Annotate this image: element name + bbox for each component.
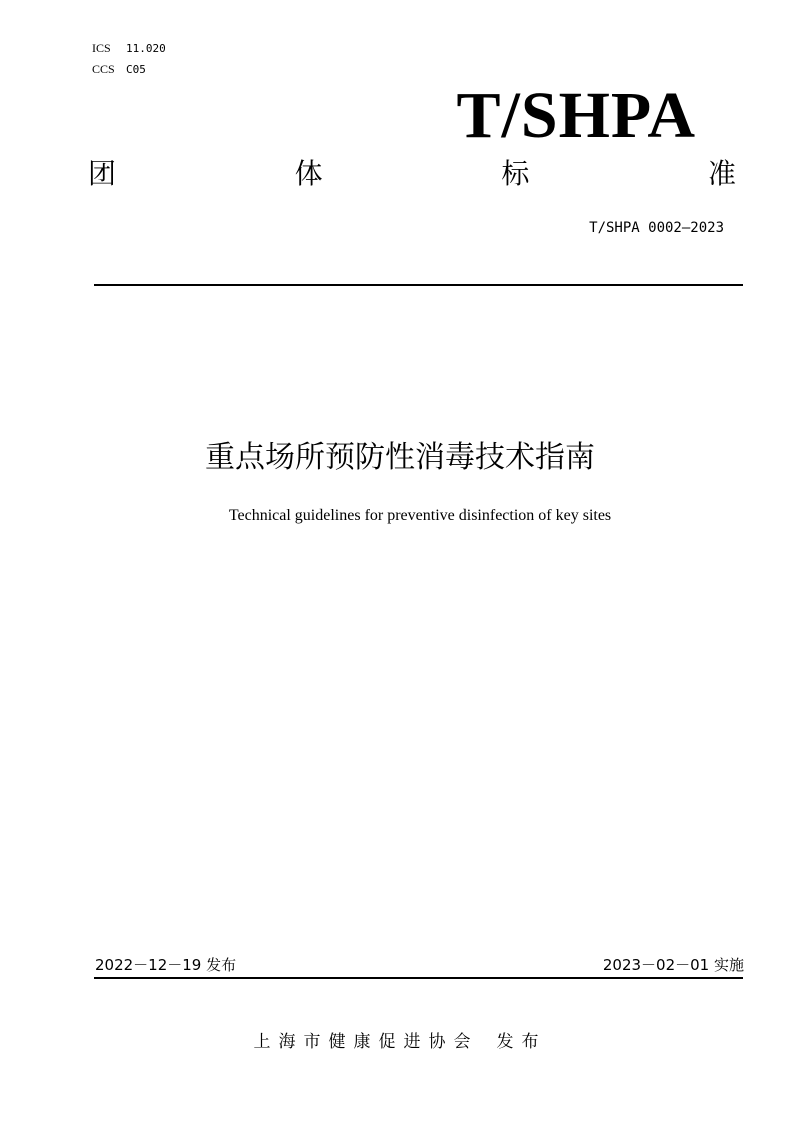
ics-code bbox=[92, 38, 166, 59]
top-divider bbox=[94, 284, 743, 286]
issuer-organization: 上海市健康促进协会 bbox=[253, 1032, 479, 1052]
ccs-value: C05 bbox=[126, 63, 146, 76]
standard-type-char: 准 bbox=[707, 157, 736, 190]
ccs-label: CCS bbox=[92, 62, 115, 76]
association-logo-text: T/SHPA bbox=[456, 79, 696, 152]
standard-number: T/SHPA 0002—2023 bbox=[589, 220, 724, 236]
standard-type-char: 标 bbox=[501, 157, 530, 190]
standard-type bbox=[88, 154, 736, 194]
publish-date: 2022－12－19 发布 bbox=[95, 956, 237, 974]
implement-date: 2023－02－01 实施 bbox=[602, 956, 744, 974]
ccs-code bbox=[92, 59, 166, 80]
standard-type-char: 团 bbox=[88, 157, 117, 190]
issuer-action: 发布 bbox=[496, 1032, 547, 1052]
ics-value: 11.020 bbox=[126, 42, 166, 55]
document-title-english: Technical guidelines for preventive disinfection of key sites bbox=[228, 507, 612, 524]
classification-codes bbox=[92, 38, 166, 80]
bottom-divider bbox=[94, 977, 743, 979]
issuing-body bbox=[0, 1030, 800, 1054]
standard-type-char: 体 bbox=[294, 157, 323, 190]
document-title-chinese: 重点场所预防性消毒技术指南 bbox=[205, 440, 595, 475]
ics-label: ICS bbox=[92, 41, 111, 55]
